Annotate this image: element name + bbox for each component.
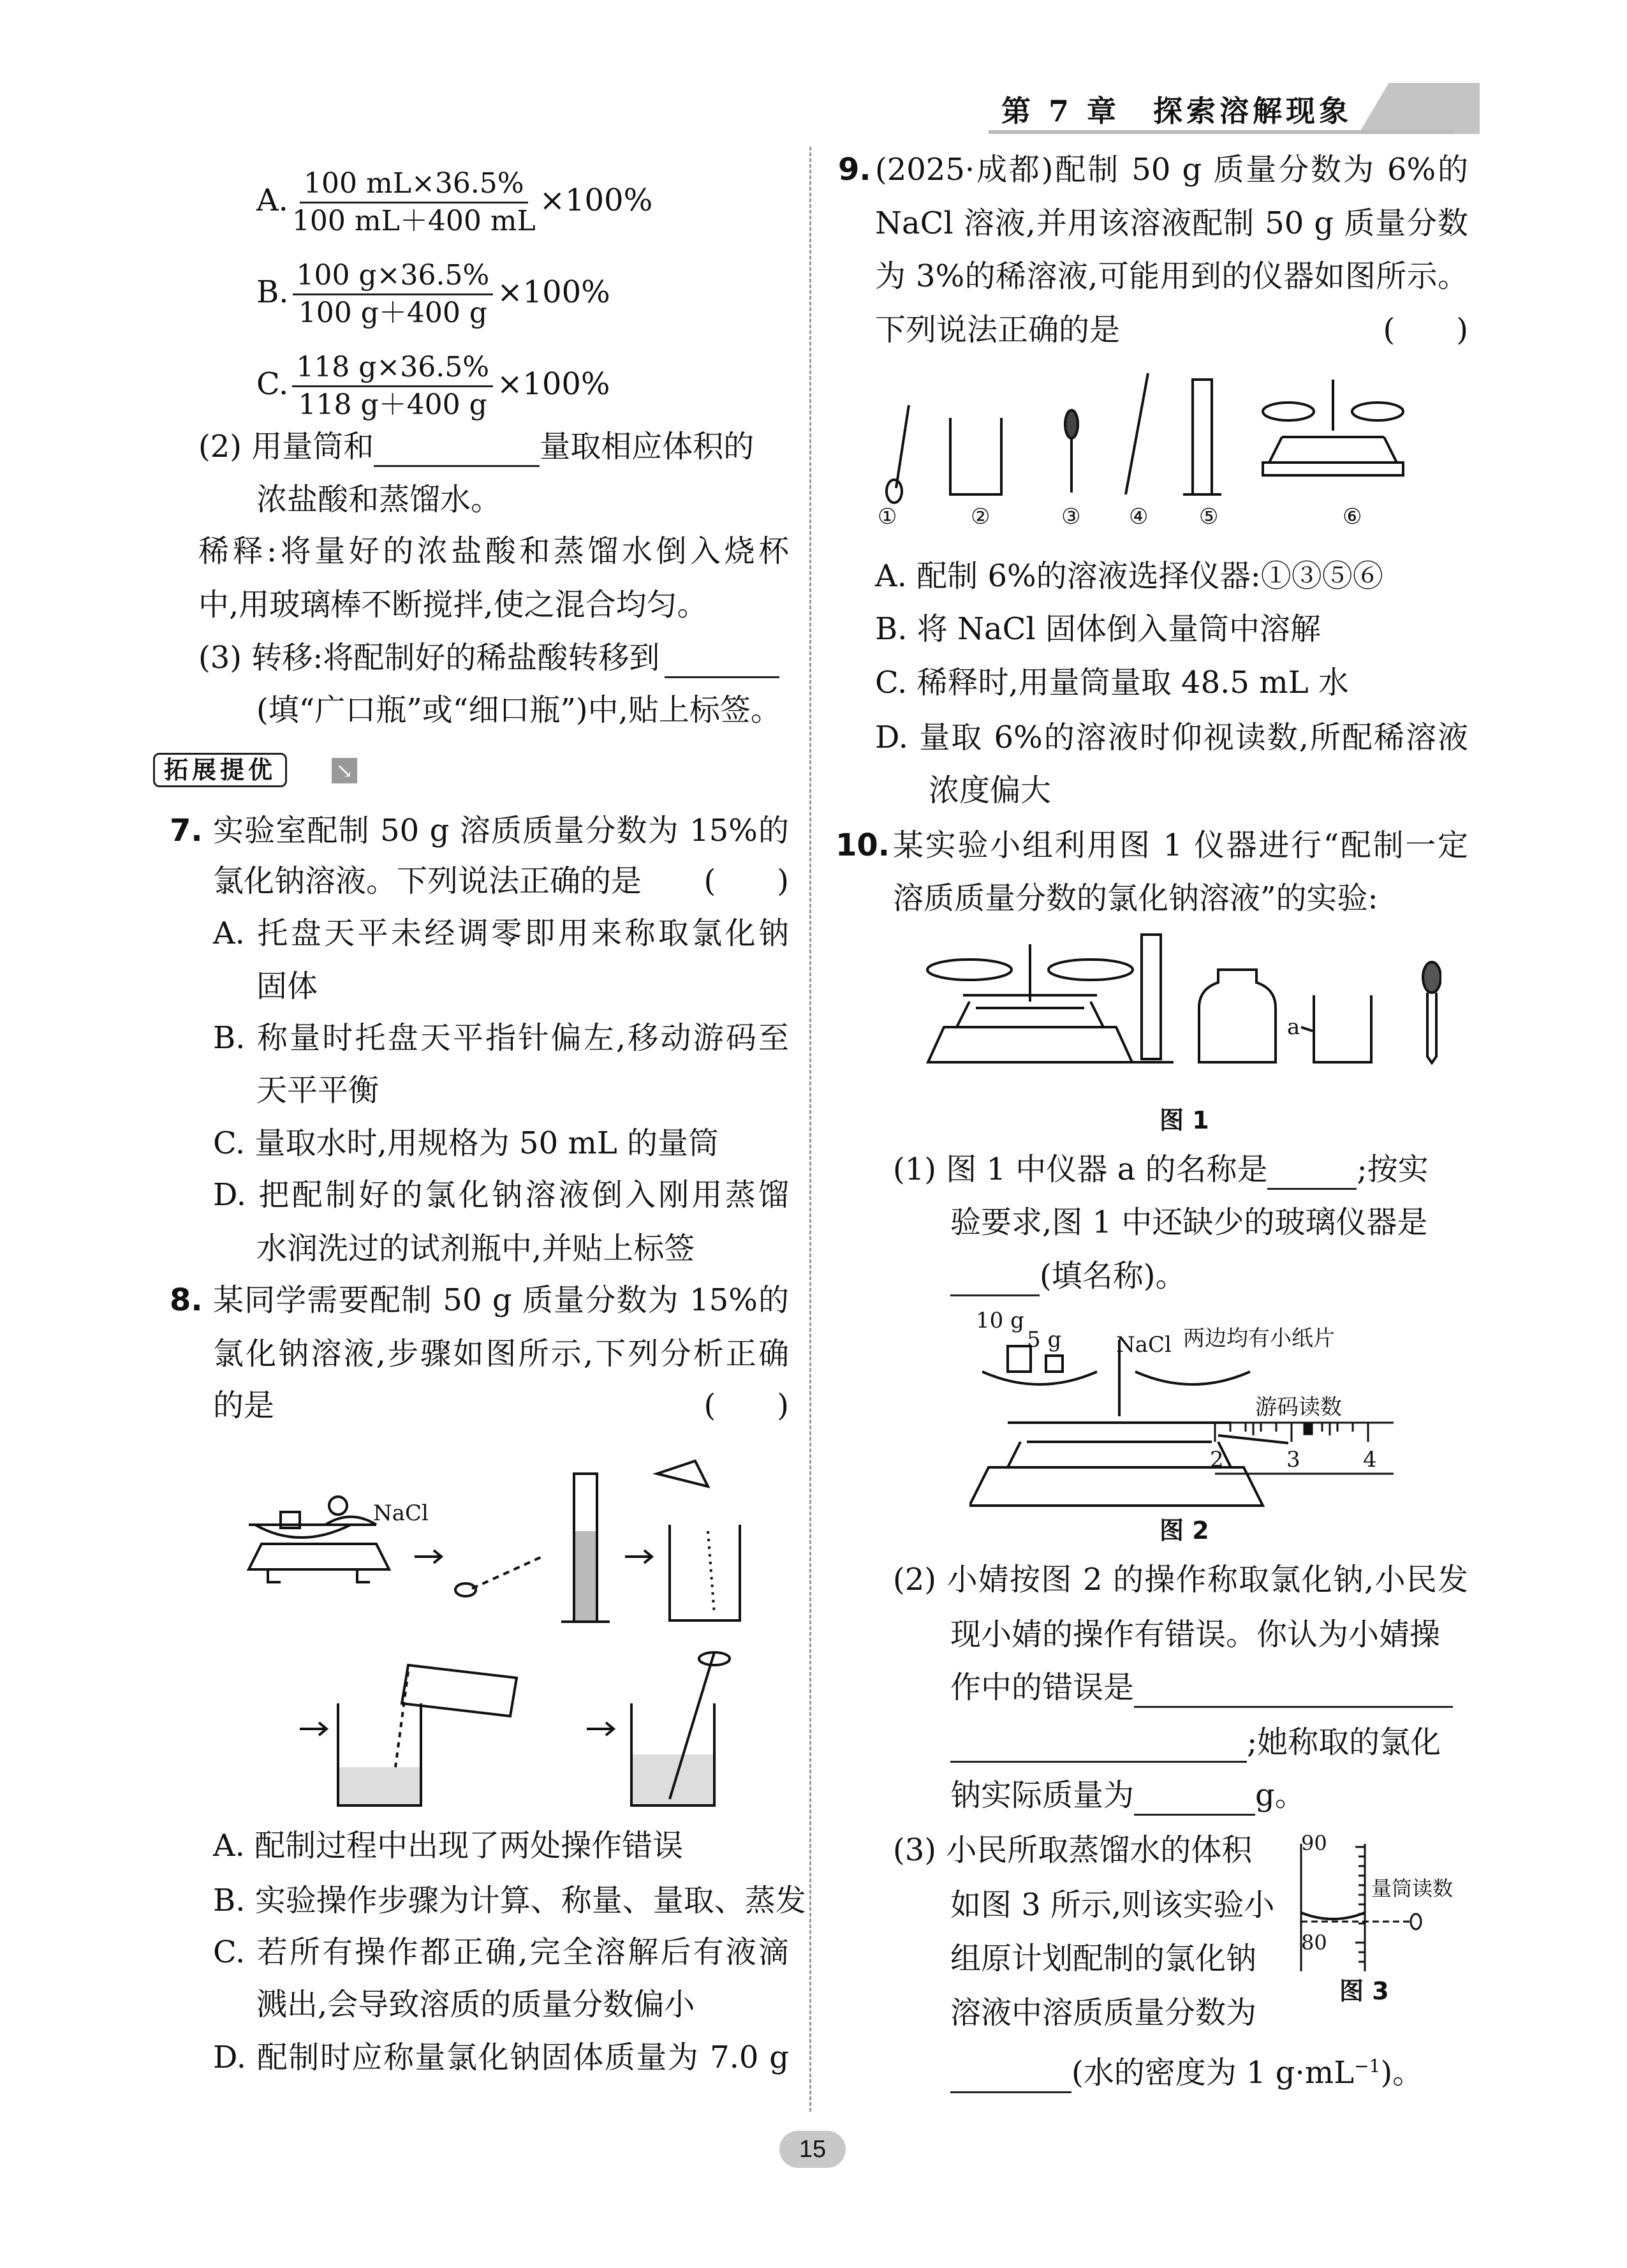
text-line xyxy=(213,861,789,901)
denominator: 100 g＋400 g xyxy=(298,297,488,329)
text: 浓盐酸和蒸馏水。 xyxy=(256,482,502,517)
answer-blank[interactable] xyxy=(950,1730,1247,1763)
beaker-icon xyxy=(950,418,1001,494)
text: 如图 3 所示,则该实验小 xyxy=(950,1887,1275,1923)
label-5: ⑤ xyxy=(1199,504,1219,530)
text: 中,用玻璃棒不断搅拌,使之混合均匀。 xyxy=(198,587,708,623)
option-b[interactable]: B. 将 NaCl 固体倒入量筒中溶解 xyxy=(875,611,1321,647)
option-c[interactable]: C. 稀释时,用量筒量取 48.5 mL 水 xyxy=(875,665,1349,700)
eye-line xyxy=(472,1557,542,1589)
text: 现小婧的操作有错误。你认为小婧操 xyxy=(950,1617,1441,1652)
label-2: ② xyxy=(971,504,990,530)
numerator: 100 g×36.5% xyxy=(293,258,494,295)
graduated-cylinder-icon xyxy=(561,1474,610,1622)
page-number: 15 xyxy=(779,2131,846,2168)
option-c[interactable]: C. 量取水时,用规格为 50 mL 的量筒 xyxy=(213,1125,719,1161)
option-a[interactable]: A. 配制过程中出现了两处操作错误 xyxy=(213,1828,684,1864)
answer-blank[interactable] xyxy=(950,2060,1071,2093)
denominator: 100 mL＋400 mL xyxy=(291,205,536,237)
step3-line xyxy=(198,637,789,678)
question-number: 8. xyxy=(170,1282,203,1318)
part1-line xyxy=(893,1149,1468,1190)
arrow-icon xyxy=(625,1550,652,1563)
text: NaCl 溶液,并用该溶液配制 50 g 质量分数 xyxy=(875,205,1468,241)
text: (1) 图 1 中仪器 a 的名称是 xyxy=(893,1152,1268,1187)
weight-5g-label: 5 g xyxy=(1027,1327,1062,1353)
multiplier: ×100% xyxy=(539,182,653,218)
answer-blank[interactable] xyxy=(374,434,540,467)
arrow-icon: ↘ xyxy=(332,758,357,783)
graduated-cylinder-icon xyxy=(1129,935,1174,1062)
balance-icon xyxy=(927,944,1133,1062)
text-line xyxy=(875,309,1468,350)
text: 溅出,会导致溶质的质量分数偏小 xyxy=(256,1987,695,2022)
text: 钠实际质量为 xyxy=(950,1777,1135,1813)
fraction xyxy=(293,258,494,331)
superscript: −1 xyxy=(1354,2056,1381,2077)
denominator: 118 g＋400 g xyxy=(298,389,487,421)
text: (水的密度为 1 g·mL xyxy=(1071,2055,1355,2091)
text: 组原计划配制的氯化钠 xyxy=(950,1941,1257,1976)
fraction xyxy=(292,350,493,423)
text: 氯化钠溶液,步骤如图所示,下列分析正确 xyxy=(213,1336,789,1372)
question-number: 9. xyxy=(838,152,871,188)
text: 溶液中溶质质量分数为 xyxy=(950,1995,1257,2031)
option-a[interactable]: A. 托盘天平未经调零即用来称取氯化钠 xyxy=(213,915,789,951)
chapter-title: 第 7 章 探索溶解现象 xyxy=(1001,94,1353,128)
text: (2) 小婧按图 2 的操作称取氯化钠,小民发 xyxy=(893,1562,1468,1597)
option-a-fraction xyxy=(256,166,653,237)
section-badge: 拓展提优 xyxy=(153,753,287,787)
figure-caption: 图 3 xyxy=(1339,1977,1389,2005)
reagent-bottle-icon xyxy=(1199,970,1276,1062)
text: (填名称)。 xyxy=(1040,1258,1186,1294)
figure-caption: 图 1 xyxy=(1160,1106,1209,1134)
label-1: ① xyxy=(878,504,897,530)
pouring-beaker-icon xyxy=(338,1665,517,1805)
text-line xyxy=(950,1256,1186,1296)
label-3: ③ xyxy=(1061,504,1081,530)
multiplier: ×100% xyxy=(497,274,610,310)
stirring-beaker-icon xyxy=(631,1652,730,1805)
text-line xyxy=(950,1722,1441,1763)
text: 的是 xyxy=(213,1388,275,1423)
spoon-icon xyxy=(887,405,909,503)
option-label: B. xyxy=(256,274,289,310)
text-line xyxy=(950,1667,1453,1708)
option-b-fraction xyxy=(256,258,610,329)
eye-icon xyxy=(455,1583,476,1596)
dropper-icon xyxy=(1423,962,1441,1063)
tick-label: 3 xyxy=(1286,1447,1300,1472)
option-a[interactable]: A. 配制 6%的溶液选择仪器:①③⑤⑥ xyxy=(875,558,1383,594)
label-4: ④ xyxy=(1129,504,1149,530)
dropper-icon xyxy=(1065,410,1078,493)
answer-blank[interactable] xyxy=(665,645,779,678)
text: 稀释:将量好的浓盐酸和蒸馏水倒入烧杯 xyxy=(198,533,789,569)
text: ;她称取的氯化 xyxy=(1247,1724,1441,1760)
rider-reading-label: 游码读数 xyxy=(1255,1395,1342,1420)
scale-80-label: 80 xyxy=(1301,1931,1327,1955)
tick-label: 4 xyxy=(1363,1447,1377,1472)
answer-parentheses[interactable]: ( ) xyxy=(1383,312,1468,348)
paper-note-label: 两边均有小纸片 xyxy=(1183,1326,1335,1351)
weight-10g-label: 10 g xyxy=(976,1308,1024,1333)
text: (3) 小民所取蒸馏水的体积 xyxy=(893,1832,1253,1868)
text: 下列说法正确的是 xyxy=(875,312,1121,348)
text: 验要求,图 1 中还缺少的玻璃仪器是 xyxy=(950,1204,1428,1240)
figure-1-instruments xyxy=(918,931,1441,1097)
figure-3-cylinder xyxy=(1295,1837,1448,1978)
scale-90-label: 90 xyxy=(1301,1831,1327,1855)
text: 溶质质量分数的氯化钠溶液”的实验: xyxy=(893,880,1378,916)
figure-caption: 图 2 xyxy=(1160,1516,1209,1545)
text: 氯化钠溶液。下列说法正确的是 xyxy=(213,863,642,899)
balance-icon xyxy=(1263,380,1403,475)
text: 浓度偏大 xyxy=(929,773,1052,808)
text: 水润洗过的试剂瓶中,并贴上标签 xyxy=(256,1231,695,1266)
text: (2) 用量筒和 xyxy=(198,429,374,464)
balance-icon xyxy=(249,1497,389,1582)
arrow-icon xyxy=(300,1723,327,1735)
text: 天平平衡 xyxy=(256,1072,379,1108)
text: (3) 转移:将配制好的稀盐酸转移到 xyxy=(198,640,660,676)
numerator: 100 mL×36.5% xyxy=(300,166,528,204)
answer-blank[interactable] xyxy=(1134,1783,1255,1816)
text-line xyxy=(950,2046,1424,2091)
beaker-a-icon xyxy=(1301,995,1371,1062)
q9-instruments-figure xyxy=(874,367,1473,507)
header-stripe xyxy=(1358,83,1480,134)
text: ;按实 xyxy=(1357,1152,1429,1187)
column-divider xyxy=(809,147,811,2112)
question-number: 7. xyxy=(170,813,203,849)
text: 量取相应体积的 xyxy=(540,429,755,464)
nacl-label: NaCl xyxy=(373,1501,429,1526)
step2-line xyxy=(198,426,789,467)
text: 固体 xyxy=(256,968,318,1004)
text-line xyxy=(950,1775,1306,1816)
option-c[interactable]: C. 若所有操作都正确,完全溶解后有液滴 xyxy=(213,1934,789,1970)
answer-blank[interactable] xyxy=(950,1263,1040,1296)
option-d[interactable]: D. 量取 6%的溶液时仰视读数,所配稀溶液 xyxy=(875,720,1468,755)
cylinder-reading-label: 量筒读数 xyxy=(1371,1876,1454,1901)
q8-procedure-figure xyxy=(230,1455,778,1812)
text: (填“广口瓶”或“细口瓶”)中,贴上标签。 xyxy=(256,692,781,728)
answer-blank[interactable] xyxy=(1134,1675,1453,1708)
option-label: A. xyxy=(256,182,288,218)
arrow-icon xyxy=(587,1723,614,1735)
answer-blank[interactable] xyxy=(1267,1157,1357,1190)
label-a: a xyxy=(1287,1014,1300,1040)
beaker-icon xyxy=(657,1461,740,1620)
option-c-fraction xyxy=(256,350,610,421)
option-d[interactable]: D. 把配制好的氯化钠溶液倒入刚用蒸馏 xyxy=(213,1177,789,1213)
text: )。 xyxy=(1380,2055,1424,2091)
eye-icon xyxy=(1411,1914,1421,1929)
chapter-header xyxy=(950,83,1480,134)
question-number: 10. xyxy=(836,827,890,863)
text: 作中的错误是 xyxy=(950,1670,1135,1705)
option-b[interactable]: B. 实验操作步骤为计算、称量、量取、蒸发 xyxy=(213,1883,806,1918)
text-line xyxy=(213,1385,789,1426)
text: 某实验小组利用图 1 仪器进行“配制一定 xyxy=(893,827,1468,863)
answer-parentheses[interactable]: ( ) xyxy=(703,1388,789,1423)
text: 为 3%的稀溶液,可能用到的仪器如图所示。 xyxy=(875,258,1468,294)
numerator: 118 g×36.5% xyxy=(292,350,493,387)
text: 实验室配制 50 g 溶质质量分数为 15%的 xyxy=(213,813,789,849)
header-underline xyxy=(989,130,1454,134)
fraction xyxy=(292,166,536,239)
option-d[interactable]: D. 配制时应称量氯化钠固体质量为 7.0 g xyxy=(213,2040,789,2075)
answer-parentheses[interactable]: ( ) xyxy=(703,863,789,899)
label-6: ⑥ xyxy=(1343,504,1362,530)
multiplier: ×100% xyxy=(497,366,610,402)
text: g。 xyxy=(1255,1777,1306,1813)
option-b[interactable]: B. 称量时托盘天平指针偏左,移动游码至 xyxy=(213,1020,789,1056)
arrow-icon xyxy=(415,1550,441,1563)
text: (2025·成都)配制 50 g 质量分数为 6%的 xyxy=(875,152,1468,188)
text: 某同学需要配制 50 g 质量分数为 15%的 xyxy=(213,1282,789,1318)
option-label: C. xyxy=(256,366,289,402)
nacl-label: NaCl xyxy=(1116,1332,1172,1358)
glass-rod-icon xyxy=(1126,373,1148,494)
tick-label: 2 xyxy=(1210,1447,1224,1472)
graduated-cylinder-icon xyxy=(1183,380,1221,494)
